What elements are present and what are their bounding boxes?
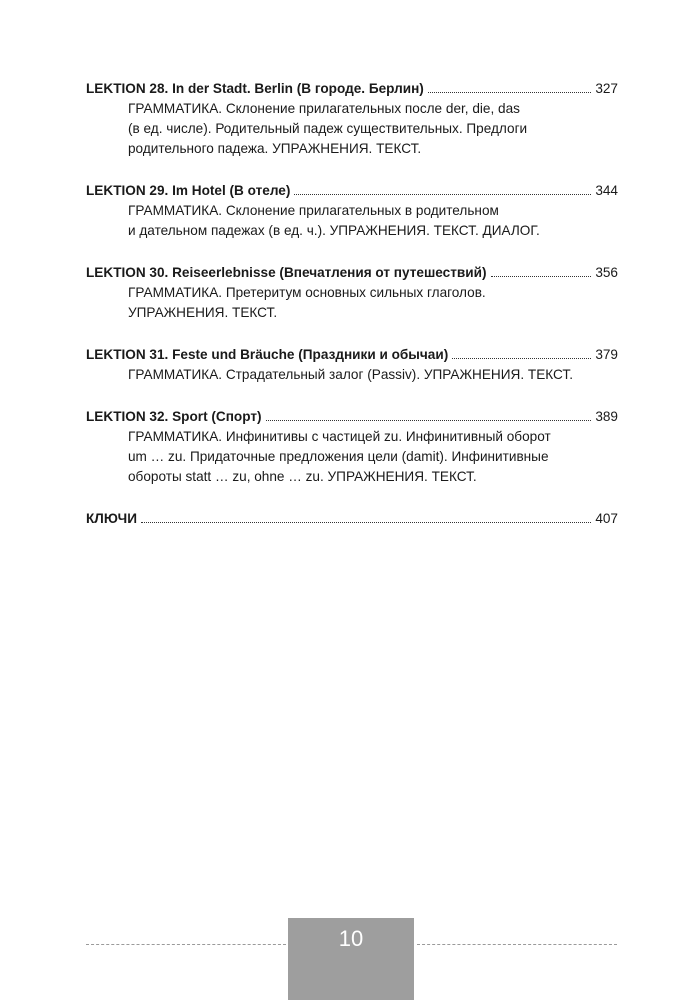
description-line: и дательном падежах (в ед. ч.). УПРАЖНЕНИЯ. ТЕКСТ. ДИАЛОГ. xyxy=(128,223,540,238)
toc-entry-title: LEKTION 31. Feste und Bräuche (Праздники и обычаи) xyxy=(86,347,449,362)
toc-entry xyxy=(86,345,618,385)
toc-entry-heading xyxy=(86,509,618,529)
toc-entry-title: LEKTION 28. In der Stadt. Berlin (В городе. Берлин) xyxy=(86,81,424,96)
description-line: ГРАММАТИКА. Претеритум основных сильных глаголов. xyxy=(128,285,486,300)
toc-entry-page: 379 xyxy=(595,347,618,362)
dot-leader xyxy=(428,92,591,93)
toc-entry-title: LEKTION 32. Sport (Спорт) xyxy=(86,409,262,424)
toc-entry-title: LEKTION 29. Im Hotel (В отеле) xyxy=(86,183,291,198)
dot-leader xyxy=(266,420,592,421)
footer-dashed-line-right xyxy=(417,944,617,945)
toc-entry xyxy=(86,263,618,323)
toc-entry xyxy=(86,181,618,241)
description-line: (в ед. числе). Родительный падеж существительных. Предлоги xyxy=(128,121,528,136)
dot-leader xyxy=(491,276,592,277)
description-line: ГРАММАТИКА. Склонение прилагательных после der, die, das xyxy=(128,101,520,116)
dot-leader xyxy=(141,522,591,523)
toc-entry-page: 327 xyxy=(595,81,618,96)
toc-entry-description xyxy=(86,99,618,159)
toc-entry-heading xyxy=(86,263,618,283)
description-line: родительного падежа. УПРАЖНЕНИЯ. ТЕКСТ. xyxy=(128,141,422,156)
toc-entry-title: LEKTION 30. Reiseerlebnisse (Впечатления от путешествий) xyxy=(86,265,487,280)
toc-entry-description xyxy=(86,365,618,385)
toc-entry-page: 407 xyxy=(595,511,618,526)
table-of-contents xyxy=(86,79,618,551)
toc-entry-page: 389 xyxy=(595,409,618,424)
toc-entry xyxy=(86,407,618,487)
dot-leader xyxy=(294,194,591,195)
toc-entry-description xyxy=(86,427,618,487)
toc-entry-description xyxy=(86,283,618,323)
toc-entry-heading xyxy=(86,79,618,99)
description-line: ГРАММАТИКА. Склонение прилагательных в родительном xyxy=(128,203,499,218)
description-line: ГРАММАТИКА. Страдательный залог (Passiv). УПРАЖНЕНИЯ. ТЕКСТ. xyxy=(128,367,573,382)
toc-entry-page: 356 xyxy=(595,265,618,280)
description-line: УПРАЖНЕНИЯ. ТЕКСТ. xyxy=(128,305,278,320)
dot-leader xyxy=(452,358,591,359)
toc-entry xyxy=(86,79,618,159)
footer-dashed-line-left xyxy=(86,944,286,945)
description-line: ГРАММАТИКА. Инфинитивы с частицей zu. Инфинитивный оборот xyxy=(128,429,551,444)
description-line: um … zu. Придаточные предложения цели (damit). Инфинитивные xyxy=(128,449,549,464)
toc-entry-heading xyxy=(86,181,618,201)
toc-entry-heading xyxy=(86,345,618,365)
page-number: 10 xyxy=(288,918,414,1000)
toc-entry-description xyxy=(86,201,618,241)
toc-entry-page: 344 xyxy=(595,183,618,198)
toc-entry-title: КЛЮЧИ xyxy=(86,511,137,526)
description-line: обороты statt … zu, ohne … zu. УПРАЖНЕНИЯ. ТЕКСТ. xyxy=(128,469,477,484)
toc-entry-keys xyxy=(86,509,618,529)
toc-entry-heading xyxy=(86,407,618,427)
